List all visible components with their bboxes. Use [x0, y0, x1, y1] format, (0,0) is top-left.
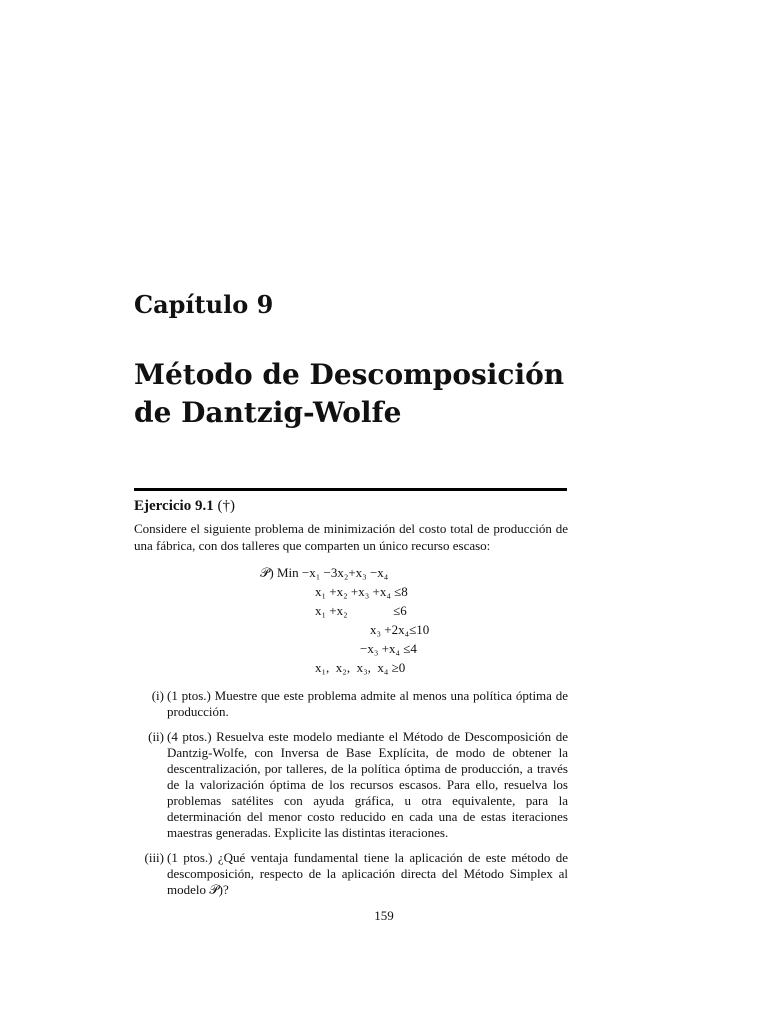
chapter-label: Capítulo 9: [134, 290, 274, 319]
model-objective: 𝒫) Min −x₁ −3x₂+x₃ −x₄: [260, 565, 389, 580]
exercise-intro: Considere el siguiente problema de minimización del costo total de producción de una fábrica, con dos talleres que comparten un único recurso escaso:: [134, 521, 568, 553]
exercise-marker: (†): [217, 498, 235, 514]
exercise-item: [134, 729, 568, 841]
item-number: (ii): [148, 729, 164, 744]
exercise-item: [134, 688, 568, 720]
model-nonnegativity: x₁, x₂, x₃, x₄ ≥0: [315, 660, 406, 675]
section-rule: [134, 488, 567, 491]
chapter-title: [134, 356, 584, 432]
page-number: 159: [374, 908, 394, 923]
model-constraint-1: x₁ +x₂ +x₃ +x₄ ≤8: [315, 584, 408, 599]
chapter-title-line-1: Método de Descomposición: [134, 358, 565, 391]
item-text: (1 ptos.) Muestre que este problema admite al menos una política óptima de producción.: [167, 688, 568, 719]
exercise-heading: [134, 498, 235, 515]
exercise-items: [134, 688, 568, 907]
exercise-number: Ejercicio 9.1: [134, 498, 214, 514]
item-number: (i): [151, 688, 164, 703]
model-constraint-4: −x₃ +x₄ ≤4: [360, 641, 417, 656]
optimization-model: [260, 565, 460, 680]
item-text: (1 ptos.) ¿Qué ventaja fundamental tiene la aplicación de este método de descomposición, respecto de la aplicación directa del Método Simplex al modelo 𝒫)?: [167, 850, 568, 897]
item-text: (4 ptos.) Resuelva este modelo mediante el Método de Descomposición de Dantzig-Wolfe, con Inversa de Base Explícita, de modo de obtener la descentralización, por talleres, de la política óptima de producción, a través de la valorización óptima de los recursos escasos. Para ello, resuelva los problemas satélites con ayuda gráfica, u otra equivalente, para la determinación del menor costo reducido en cada una de estas iteraciones maestras generadas. Explicite las distintas iteraciones.: [167, 729, 568, 840]
chapter-title-line-2: de Dantzig-Wolfe: [134, 396, 402, 429]
model-constraint-3: x₃ +2x₄≤10: [370, 622, 430, 637]
item-number: (iii): [144, 850, 164, 865]
model-constraint-2: x₁ +x₂ ≤6: [315, 603, 407, 618]
exercise-item: [134, 850, 568, 898]
